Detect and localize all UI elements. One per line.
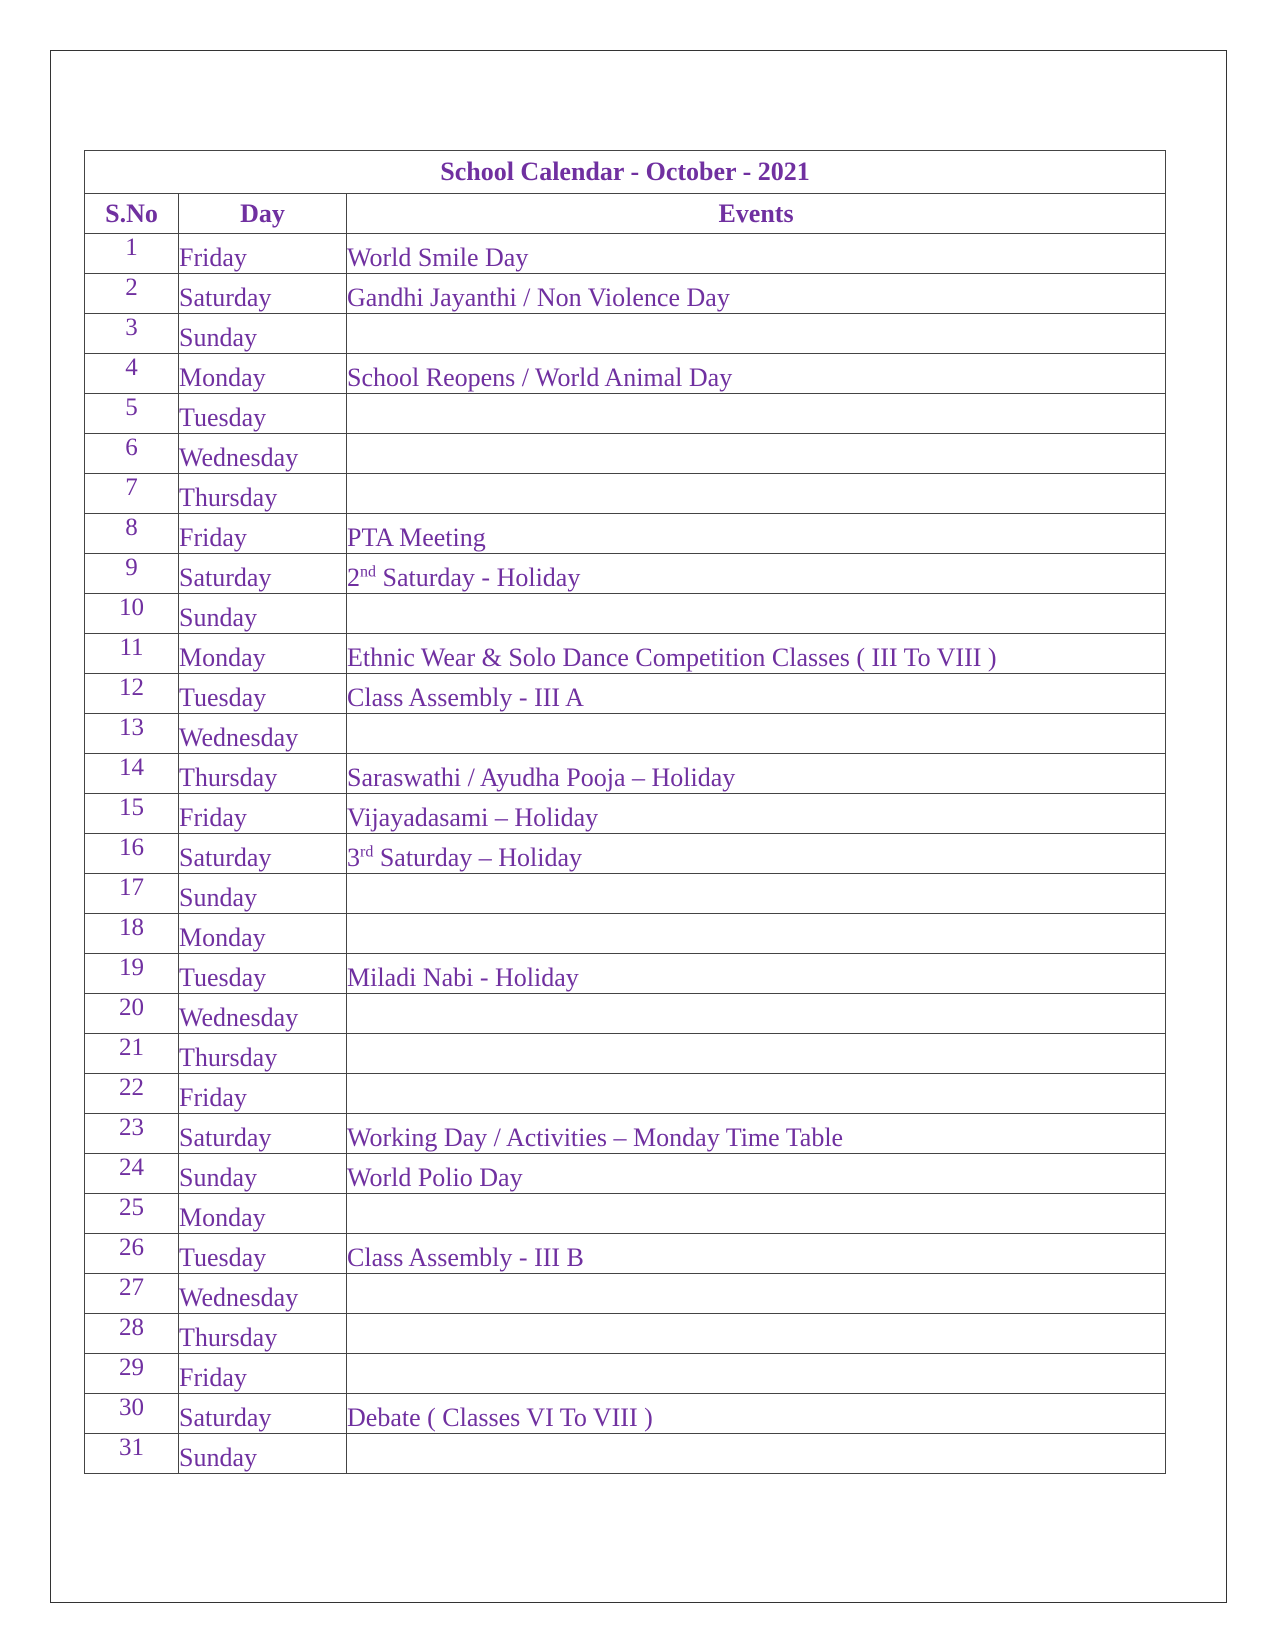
table-row (85, 634, 1166, 674)
row-day: Tuesday (179, 394, 347, 434)
table-row (85, 594, 1166, 634)
row-sno: 19 (85, 954, 179, 994)
table-row (85, 234, 1166, 274)
row-event: PTA Meeting (347, 514, 1166, 554)
row-sno: 10 (85, 594, 179, 634)
row-event (347, 474, 1166, 514)
row-day: Tuesday (179, 1234, 347, 1274)
row-sno: 15 (85, 794, 179, 834)
row-sno: 20 (85, 994, 179, 1034)
table-row (85, 1074, 1166, 1114)
row-day: Thursday (179, 1314, 347, 1354)
row-event: Debate ( Classes VI To VIII ) (347, 1394, 1166, 1434)
row-sno: 3 (85, 314, 179, 354)
row-day: Wednesday (179, 994, 347, 1034)
table-row (85, 874, 1166, 914)
table-row (85, 994, 1166, 1034)
row-sno: 8 (85, 514, 179, 554)
row-event (347, 594, 1166, 634)
row-day: Monday (179, 354, 347, 394)
calendar-title: School Calendar - October - 2021 (85, 151, 1166, 194)
row-event: Class Assembly - III A (347, 674, 1166, 714)
row-event (347, 994, 1166, 1034)
table-row (85, 474, 1166, 514)
table-row (85, 754, 1166, 794)
row-event: Ethnic Wear & Solo Dance Competition Classes ( III To VIII ) (347, 634, 1166, 674)
row-sno: 25 (85, 1194, 179, 1234)
row-event: Class Assembly - III B (347, 1234, 1166, 1274)
event-ordinal-suffix: nd (360, 563, 376, 581)
row-day: Friday (179, 1354, 347, 1394)
row-day: Wednesday (179, 714, 347, 754)
row-event (347, 714, 1166, 754)
row-event (347, 1434, 1166, 1474)
row-event (347, 914, 1166, 954)
row-event: Vijayadasami – Holiday (347, 794, 1166, 834)
row-sno: 6 (85, 434, 179, 474)
row-day: Sunday (179, 1154, 347, 1194)
row-event (347, 394, 1166, 434)
row-day: Monday (179, 1194, 347, 1234)
table-row (85, 714, 1166, 754)
table-row (85, 1114, 1166, 1154)
row-day: Sunday (179, 314, 347, 354)
row-event: Miladi Nabi - Holiday (347, 954, 1166, 994)
event-text: Saturday – Holiday (373, 843, 583, 872)
row-day: Monday (179, 634, 347, 674)
header-day: Day (179, 194, 347, 234)
table-row (85, 914, 1166, 954)
table-row (85, 554, 1166, 594)
row-sno: 11 (85, 634, 179, 674)
header-events: Events (347, 194, 1166, 234)
row-event (347, 314, 1166, 354)
row-sno: 27 (85, 1274, 179, 1314)
row-sno: 29 (85, 1354, 179, 1394)
row-event: School Reopens / World Animal Day (347, 354, 1166, 394)
row-event (347, 874, 1166, 914)
row-sno: 28 (85, 1314, 179, 1354)
row-sno: 14 (85, 754, 179, 794)
row-sno: 23 (85, 1114, 179, 1154)
table-row (85, 354, 1166, 394)
row-event (347, 554, 1166, 594)
row-event: Gandhi Jayanthi / Non Violence Day (347, 274, 1166, 314)
row-event (347, 1034, 1166, 1074)
event-ordinal: 2 (347, 563, 360, 592)
table-row (85, 834, 1166, 874)
header-sno: S.No (85, 194, 179, 234)
row-day: Thursday (179, 474, 347, 514)
row-sno: 26 (85, 1234, 179, 1274)
row-sno: 13 (85, 714, 179, 754)
row-day: Tuesday (179, 954, 347, 994)
row-day: Saturday (179, 274, 347, 314)
table-row (85, 1154, 1166, 1194)
table-row (85, 1394, 1166, 1434)
row-sno: 7 (85, 474, 179, 514)
row-sno: 12 (85, 674, 179, 714)
row-day: Wednesday (179, 434, 347, 474)
row-day: Sunday (179, 874, 347, 914)
row-sno: 22 (85, 1074, 179, 1114)
row-day: Saturday (179, 834, 347, 874)
header-row (85, 194, 1166, 234)
row-sno: 21 (85, 1034, 179, 1074)
table-row (85, 1434, 1166, 1474)
table-row (85, 1194, 1166, 1234)
row-day: Tuesday (179, 674, 347, 714)
event-ordinal-suffix: rd (360, 843, 374, 861)
row-sno: 31 (85, 1434, 179, 1474)
table-row (85, 514, 1166, 554)
table-row (85, 274, 1166, 314)
table-row (85, 954, 1166, 994)
row-sno: 16 (85, 834, 179, 874)
row-event (347, 1314, 1166, 1354)
row-event: World Smile Day (347, 234, 1166, 274)
row-sno: 1 (85, 234, 179, 274)
row-event (347, 1274, 1166, 1314)
row-day: Thursday (179, 754, 347, 794)
table-row (85, 1274, 1166, 1314)
row-sno: 18 (85, 914, 179, 954)
row-day: Friday (179, 234, 347, 274)
row-sno: 4 (85, 354, 179, 394)
row-event: Working Day / Activities – Monday Time Table (347, 1114, 1166, 1154)
row-day: Thursday (179, 1034, 347, 1074)
table-row (85, 794, 1166, 834)
row-day: Friday (179, 1074, 347, 1114)
row-event: World Polio Day (347, 1154, 1166, 1194)
event-ordinal: 3 (347, 843, 360, 872)
row-day: Sunday (179, 1434, 347, 1474)
row-sno: 5 (85, 394, 179, 434)
row-day: Wednesday (179, 1274, 347, 1314)
table-row (85, 314, 1166, 354)
row-event (347, 834, 1166, 874)
event-text: Saturday - Holiday (376, 563, 581, 592)
row-sno: 17 (85, 874, 179, 914)
table-row (85, 394, 1166, 434)
row-event (347, 1354, 1166, 1394)
row-day: Friday (179, 794, 347, 834)
table-row (85, 1234, 1166, 1274)
row-day: Monday (179, 914, 347, 954)
row-sno: 9 (85, 554, 179, 594)
row-sno: 24 (85, 1154, 179, 1194)
row-day: Saturday (179, 1394, 347, 1434)
row-day: Sunday (179, 594, 347, 634)
table-row (85, 674, 1166, 714)
row-day: Friday (179, 514, 347, 554)
row-day: Saturday (179, 554, 347, 594)
table-row (85, 1314, 1166, 1354)
row-day: Saturday (179, 1114, 347, 1154)
row-event (347, 1074, 1166, 1114)
row-event (347, 1194, 1166, 1234)
table-row (85, 1034, 1166, 1074)
table-row (85, 1354, 1166, 1394)
title-row (85, 151, 1166, 194)
calendar-table (84, 150, 1166, 1474)
table-row (85, 434, 1166, 474)
row-event (347, 434, 1166, 474)
row-sno: 2 (85, 274, 179, 314)
row-event: Saraswathi / Ayudha Pooja – Holiday (347, 754, 1166, 794)
row-sno: 30 (85, 1394, 179, 1434)
